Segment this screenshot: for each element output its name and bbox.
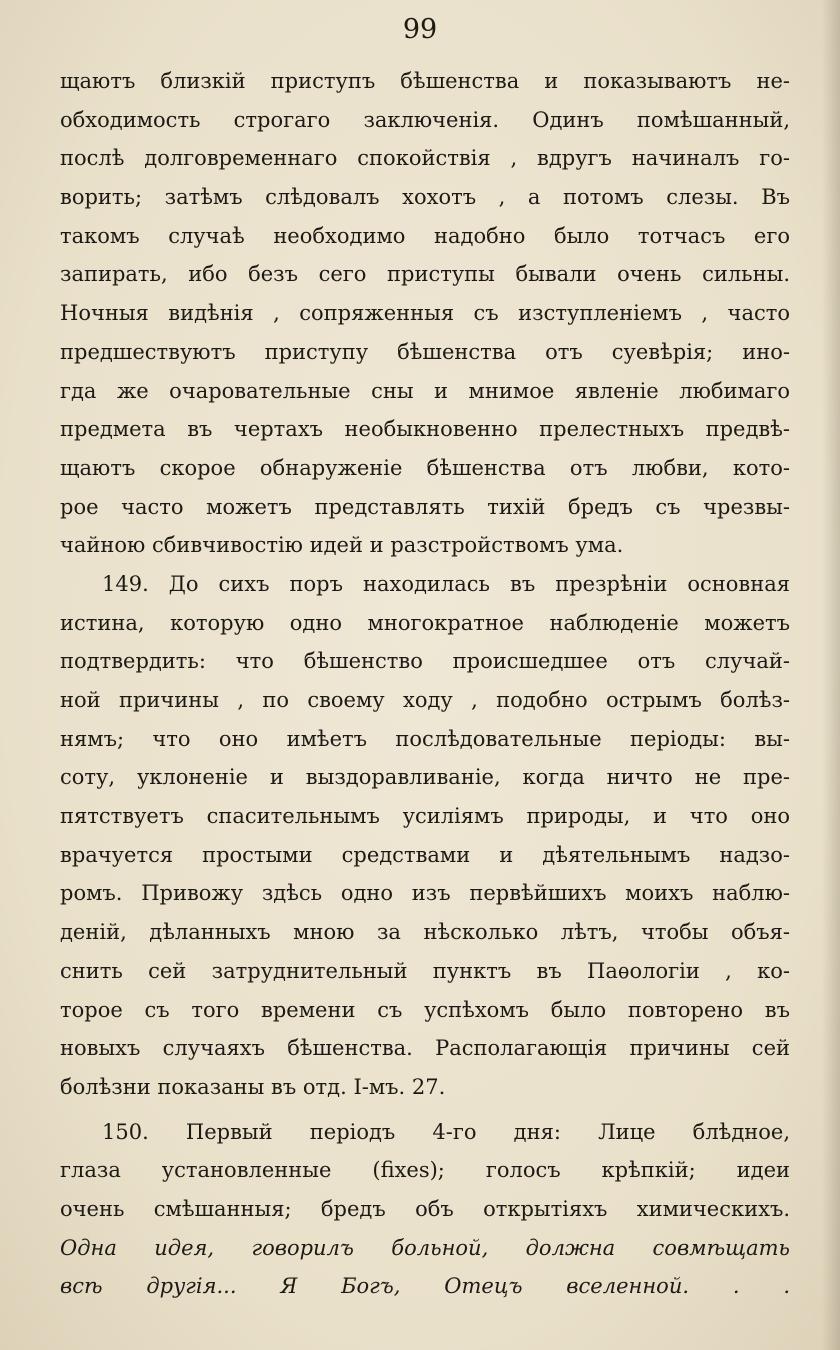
text-line: щаютъ скорое обнаруженіе бѣшенства отъ любви, кото-	[60, 455, 790, 480]
quoted-speech-line: всѣ другія... Я Богъ, Отецъ вселенной. . .	[60, 1274, 790, 1299]
text-line: нямъ; что оно имѣетъ послѣдовательные періоды: вы-	[60, 726, 790, 751]
text-line: чайною сбивчивостію идей и разстройствомъ ума.	[60, 533, 624, 558]
text-line: такомъ случаѣ необходимо надобно было тотчасъ его	[60, 223, 790, 248]
paragraph-150-start: 150. Первый періодъ 4-го дня: Лице блѣдное,	[102, 1119, 790, 1144]
paragraph-149-start: 149. До сихъ поръ находилась въ презрѣніи основная	[102, 571, 790, 596]
text-line: подтвердить: что бѣшенство происшедшее отъ случай-	[60, 649, 790, 674]
text-line: ной причины , по своему ходу , подобно острымъ болѣз-	[60, 688, 790, 712]
text-line: рое часто можетъ представлять тихій бредъ съ чрезвы-	[60, 494, 790, 519]
text-line: обходимость строгаго заключенія. Одинъ помѣшанный,	[60, 107, 790, 132]
text-line: врачуется простыми средствами и дѣятельнымъ надзо-	[60, 842, 790, 867]
quoted-speech-line: Одна идея, говорилъ больной, должна совмѣщать	[60, 1235, 790, 1260]
text-line: гда же очаровательные сны и мнимое явленіе любимаго	[60, 378, 790, 403]
body-text	[60, 62, 790, 1306]
text-line: предшествуютъ приступу бѣшенства отъ суевѣрія; ино-	[60, 339, 790, 364]
text-line: щаютъ близкій приступъ бѣшенства и показываютъ не-	[60, 69, 790, 93]
text-line: послѣ долговременнаго спокойствія , вдругъ начиналъ го-	[60, 146, 790, 171]
page-number: 99	[402, 14, 438, 45]
text-line: предмета въ чертахъ необыкновенно прелестныхъ предвѣ-	[60, 417, 790, 442]
text-line: пятствуетъ спасительнымъ усиліямъ природы, и что оно	[60, 804, 790, 829]
text-line: Ночныя видѣнія , сопряженныя съ изступленіемъ , часто	[60, 301, 790, 326]
text-line: глаза установленные (fixes); голосъ крѣпкій; идеи	[60, 1158, 790, 1183]
text-line: деній, дѣланныхъ мною за нѣсколько лѣтъ, чтобы объя-	[60, 920, 790, 945]
text-line: соту, уклоненіе и выздоравливаніе, когда ничто не пре-	[60, 765, 790, 790]
text-line: болѣзни показаны въ отд. I-мъ. 27.	[60, 1074, 446, 1099]
text-line: торое съ того времени съ успѣхомъ было повторено въ	[60, 997, 790, 1022]
text-line: новыхъ случаяхъ бѣшенства. Располагающія причины сей	[60, 1036, 790, 1061]
text-line: истина, которую одно многократное наблюденіе можетъ	[60, 610, 790, 635]
text-line: очень смѣшанныя; бредъ объ открытіяхъ химическихъ.	[60, 1196, 790, 1221]
text-line: ворить; затѣмъ слѣдовалъ хохотъ , а потомъ слезы. Въ	[60, 185, 790, 210]
text-line: ромъ. Привожу здѣсь одно изъ первѣйшихъ моихъ наблю-	[60, 881, 790, 906]
text-line: снить сей затруднительный пунктъ въ Паѳологіи , ко-	[60, 958, 790, 983]
text-line: запирать, ибо безъ сего приступы бывали очень сильны.	[60, 262, 790, 287]
page-spine-shadow	[822, 0, 840, 1350]
